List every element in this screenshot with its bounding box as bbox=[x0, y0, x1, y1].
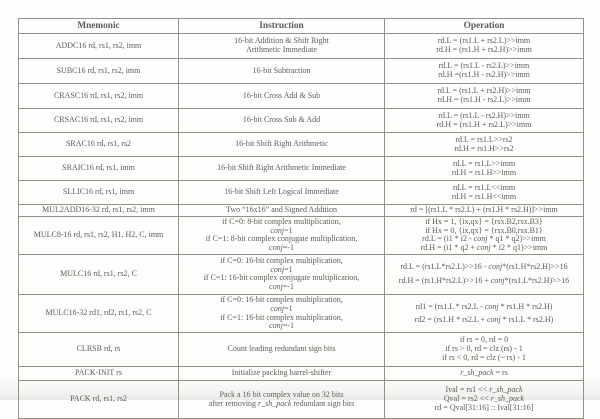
mnemonic-cell bbox=[19, 181, 179, 205]
table-row bbox=[19, 59, 584, 84]
operation-cell bbox=[385, 34, 584, 59]
instruction-cell bbox=[179, 294, 385, 332]
cell-line: rd.L = (i1 * i2 - conj * q1 * q2)>>imm bbox=[422, 234, 546, 244]
table-row bbox=[19, 181, 584, 205]
cell-line: if Hx = 1, {ix,qx} = {rsx.B2,rsx.B3} bbox=[425, 216, 543, 226]
mnemonic-cell bbox=[19, 205, 179, 217]
cell-line: MUL2ADD16-32 rd, rs1, rs2, imm bbox=[42, 205, 155, 214]
mnemonic-cell bbox=[19, 34, 179, 59]
mnemonic-cell bbox=[19, 254, 179, 294]
cell-line: SRAC16 rd, rs1, rs2 bbox=[65, 139, 132, 149]
mnemonic-cell bbox=[19, 84, 179, 109]
instruction-cell bbox=[179, 84, 385, 109]
table-row bbox=[19, 133, 584, 157]
operation-cell bbox=[385, 109, 584, 133]
table-row bbox=[19, 205, 584, 217]
cell-line: Qval = rs2 << r_sh_pack bbox=[443, 394, 525, 404]
cell-line: 16-bit Cross Sub & Add bbox=[242, 115, 321, 125]
table-row bbox=[19, 216, 584, 254]
cell-line: 16-bit Shift Right Arithmetic Immediate bbox=[217, 163, 346, 173]
instruction-cell bbox=[179, 216, 385, 254]
cell-line: MULC16 rd, rs1, rs2, C bbox=[60, 269, 137, 279]
column-header-instruction: Instruction bbox=[179, 19, 385, 34]
cell-line: conj=1 bbox=[270, 264, 293, 274]
cell-line: if rs = 0, rd = 0 bbox=[459, 335, 509, 345]
cell-line: 16-bit Subtraction bbox=[252, 65, 311, 75]
mnemonic-cell bbox=[19, 157, 179, 181]
table-row bbox=[19, 254, 584, 294]
cell-line: if C=1: 8-bit complex conjugate multiplication, bbox=[205, 234, 358, 244]
cell-line: conj=-1 bbox=[269, 282, 294, 292]
cell-line: rd.L = (rs1.L + rs2.L)>>imm bbox=[437, 36, 531, 46]
operation-cell bbox=[385, 157, 584, 181]
mnemonic-cell bbox=[19, 133, 179, 157]
operation-cell bbox=[385, 254, 584, 294]
cell-line: conj=-1 bbox=[269, 321, 294, 331]
cell-line: conj=1 bbox=[270, 225, 293, 235]
column-header-operation: Operation bbox=[385, 19, 584, 34]
mnemonic-cell bbox=[19, 294, 179, 332]
cell-line: rd.L = (rs1.L*rs2.L)>>16 - conj*(rs1.H*rs2.H)>>16 bbox=[400, 262, 568, 272]
cell-line: rd.H = (rs1.H*rs2.L)>>16 + conj*(rs1.L*rs2.H)>>16 bbox=[398, 275, 570, 285]
cell-line: 16-bit Addition & Shift Right bbox=[234, 36, 329, 46]
cell-line: 16-bit Cross Add & Sub bbox=[242, 90, 321, 100]
operation-cell bbox=[385, 367, 584, 381]
table-row bbox=[19, 157, 584, 181]
table-body bbox=[19, 34, 584, 419]
cell-line: if Hx = 0, {ix,qx} = {rsx.B0,rsx.B1} bbox=[425, 225, 543, 235]
operation-cell bbox=[385, 216, 584, 254]
instruction-cell bbox=[179, 205, 385, 217]
instruction-cell bbox=[179, 254, 385, 294]
cell-line: after removing r_sh_pack redundant sign bits bbox=[208, 398, 355, 408]
cell-line: rd.L = (rs1.L - rs2.H)>>imm bbox=[438, 110, 530, 120]
operation-cell bbox=[385, 205, 584, 217]
instruction-set-table bbox=[18, 18, 584, 419]
cell-line: MULC8-16 rd, rs1, rs2, H1, H2, C, imm bbox=[33, 229, 164, 239]
cell-line: rd.L = rs1.L>>imm bbox=[452, 158, 516, 168]
cell-line: Ival = rs1 << r_sh_pack bbox=[445, 385, 523, 395]
operation-cell bbox=[385, 133, 584, 157]
cell-line: rd.H = rs1.H>>imm bbox=[451, 167, 517, 177]
cell-line: if rs > 0, rd = clz (rs) - 1 bbox=[445, 344, 523, 354]
table-row bbox=[19, 367, 584, 381]
cell-line: Count leading redundant sign bits bbox=[227, 344, 336, 354]
cell-line: Pack a 16 bit complex value on 32 bits bbox=[219, 389, 344, 399]
instruction-cell bbox=[179, 181, 385, 205]
cell-line: rd.H = (rs1.H - rs2.L)>>imm bbox=[437, 95, 531, 104]
instruction-cell bbox=[179, 59, 385, 84]
cell-line: ADDC16 rd, rs1, rs2, imm bbox=[55, 40, 142, 50]
mnemonic-cell bbox=[19, 216, 179, 254]
instruction-cell bbox=[179, 333, 385, 367]
cell-line: rd.L = (rs1.L - rs2.L)>>imm bbox=[438, 61, 530, 71]
cell-line: 16-bit Shift Left Logical Immediate bbox=[224, 187, 339, 197]
instruction-cell bbox=[179, 133, 385, 157]
operation-cell bbox=[385, 59, 584, 84]
cell-line: PACK-INIT rs bbox=[75, 368, 122, 378]
cell-line: SLLIC16 rd, rs1, imm bbox=[62, 187, 135, 197]
cell-line: Two “16x16” and Signed Addition bbox=[226, 205, 337, 214]
table-row bbox=[19, 109, 584, 133]
cell-line: if C=0: 8-bit complex multiplication, bbox=[222, 216, 341, 226]
instruction-cell bbox=[179, 109, 385, 133]
cell-line: rd2 = (rs1.H * rs2.L + conj * rs1.L * rs2.H) bbox=[414, 314, 554, 324]
operation-cell bbox=[385, 333, 584, 367]
cell-line: conj=1 bbox=[270, 303, 293, 313]
cell-line: rd.H =(rs1.H - rs2.H)>>imm bbox=[438, 70, 530, 79]
cell-line: CRSAC16 rd, rs1, rs2, imm bbox=[53, 115, 144, 125]
cell-line: rd.H = rs1.H>>rs2 bbox=[454, 143, 514, 153]
mnemonic-cell bbox=[19, 367, 179, 381]
cell-line: Arithmetic Immediate bbox=[246, 45, 317, 54]
cell-line: MULC16-32 rd1, rd2, rs1, rs2, C bbox=[45, 308, 152, 318]
cell-line: rd.H = (rs1.H + rs2.L)>>imm bbox=[436, 119, 532, 129]
cell-line: if C=1: 16-bit complex multiplication, bbox=[220, 312, 343, 322]
table-header-row bbox=[19, 19, 584, 34]
cell-line: PACK rd, rs1, rs2 bbox=[70, 394, 127, 404]
mnemonic-cell bbox=[19, 59, 179, 84]
cell-line: rd1 = (rs1.L * rs2.L - conj * rs1.H * rs2.H) bbox=[415, 301, 553, 311]
cell-line: rd = Qval[31:16] :: Ival[31:16] bbox=[434, 403, 534, 413]
operation-cell bbox=[385, 294, 584, 332]
mnemonic-cell bbox=[19, 109, 179, 133]
cell-line: if C=0: 16-bit complex multiplication, bbox=[220, 255, 343, 265]
cell-line: rd.L = rs1.L<<imm bbox=[452, 182, 516, 192]
cell-line: if rs < 0, rd = clz (~ rs) - 1 bbox=[442, 353, 526, 363]
instruction-cell bbox=[179, 367, 385, 381]
table-row bbox=[19, 333, 584, 367]
cell-line: SRAIC16 rd, rs1, imm bbox=[62, 163, 135, 173]
cell-line: r_sh_pack = rs bbox=[460, 368, 508, 378]
cell-line: CRASC16 rd, rs1, rs2, imm bbox=[53, 90, 144, 100]
cell-line: Initialize packing barrel-shifter bbox=[231, 368, 332, 378]
table-row bbox=[19, 34, 584, 59]
cell-line: SUBC16 rd, rs1, rs2, imm bbox=[56, 65, 141, 75]
instruction-cell bbox=[179, 157, 385, 181]
cell-line: conj=-1 bbox=[269, 243, 294, 253]
cell-line: rd.H = rs1.H<<imm bbox=[451, 191, 517, 201]
instruction-cell bbox=[179, 34, 385, 59]
table-row bbox=[19, 294, 584, 332]
cell-line: rd.L = rs1.L>>rs2 bbox=[455, 134, 513, 144]
mnemonic-cell bbox=[19, 333, 179, 367]
cell-line: 16-bit Shift Right Arithmetic bbox=[235, 139, 328, 149]
cell-line: rd.H = (rs1.H + rs2.H)>>imm bbox=[436, 45, 532, 54]
column-header-mnemonic: Mnemonic bbox=[19, 19, 179, 34]
cell-line: if C=0: 16-bit complex multiplication, bbox=[220, 294, 343, 304]
operation-cell bbox=[385, 84, 584, 109]
cell-line: rd = [(rs1.L * rs2.L) + (rs1.H * rs2.H)]>>imm bbox=[410, 205, 558, 214]
cell-line: rd.H = (i1 * q2 + conj * i2 * q1)>>imm bbox=[420, 243, 548, 253]
table-row bbox=[19, 84, 584, 109]
operation-cell bbox=[385, 181, 584, 205]
cell-line: if C=1: 16-bit complex conjugate multiplication, bbox=[203, 273, 360, 283]
cell-line: rd.L = (rs1.L + rs2.H)>>imm bbox=[437, 86, 531, 96]
cell-line: CLRSB rd, rs bbox=[76, 344, 121, 354]
